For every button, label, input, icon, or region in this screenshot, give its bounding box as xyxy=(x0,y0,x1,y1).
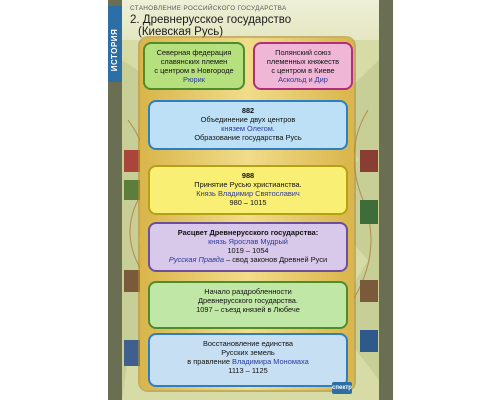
restoration-line-3 xyxy=(150,357,346,366)
unification-line-3: Образование государства Русь xyxy=(194,133,302,142)
flourishing-heading: Расцвет Древнерусского государства: xyxy=(177,228,319,237)
restoration-years: 1113 – 1125 xyxy=(228,366,268,375)
unification-line-1: Объединение двух центров xyxy=(200,115,296,124)
unification-box xyxy=(148,100,348,150)
north-line-3: с центром в Новгороде xyxy=(154,66,234,75)
restoration-line-1: Восстановление единства xyxy=(202,339,294,348)
fragmentation-box xyxy=(148,281,348,329)
flourishing-law xyxy=(150,255,346,264)
poster-title xyxy=(130,14,370,38)
north-line-2: славянских племен xyxy=(160,57,228,66)
law-name: Русская Правда xyxy=(168,255,225,264)
christianity-year: 988 xyxy=(241,171,255,180)
right-side-strip xyxy=(379,0,393,400)
south-line-3: с центром в Киеве xyxy=(271,66,335,75)
history-tab xyxy=(108,6,122,82)
law-text: – свод законов Древней Руси xyxy=(224,255,328,264)
poster xyxy=(108,0,393,400)
south-line-1: Полянский союз xyxy=(275,48,331,57)
flourishing-prince: князь Ярослав Мудрый xyxy=(208,237,288,246)
north-ruler: Рюрик xyxy=(183,75,205,84)
fragmentation-line-1: Начало раздробленности xyxy=(204,287,292,296)
south-line-2: племенных княжеств xyxy=(266,57,340,66)
restoration-prince: Владимира Мономаха xyxy=(232,357,309,366)
title-line-1: 2. Древнерусское государство xyxy=(130,14,292,26)
christianity-line-1: Принятие Русью христианства. xyxy=(194,180,302,189)
christianity-prince: Князь Владимир Святославич xyxy=(196,189,300,198)
title-line-2: (Киевская Русь) xyxy=(138,26,224,38)
north-line-1: Северная федерация xyxy=(156,48,232,57)
flourishing-box xyxy=(148,222,348,272)
unification-prince: князем Олегом. xyxy=(221,124,275,133)
unification-year: 882 xyxy=(241,106,255,115)
history-label: ИСТОРИЯ xyxy=(110,28,119,72)
restoration-box xyxy=(148,333,348,387)
fragmentation-line-3: 1097 – съезд князей в Любече xyxy=(196,305,300,314)
south-rulers: Аскольд и Дир xyxy=(278,75,328,84)
fragmentation-line-2: Древнерусского государства. xyxy=(198,296,298,305)
publisher-logo: спектр xyxy=(332,382,352,394)
restoration-line-2: Русских земель xyxy=(221,348,275,357)
polyane-union-box xyxy=(253,42,353,90)
restoration-prefix: в правление xyxy=(187,357,233,366)
christianity-box xyxy=(148,165,348,215)
christianity-years: 980 – 1015 xyxy=(229,198,267,207)
flourishing-years: 1019 – 1054 xyxy=(227,246,269,255)
north-federation-box xyxy=(143,42,245,90)
poster-kicker: СТАНОВЛЕНИЕ РОССИЙСКОГО ГОСУДАРСТВА xyxy=(130,5,287,12)
